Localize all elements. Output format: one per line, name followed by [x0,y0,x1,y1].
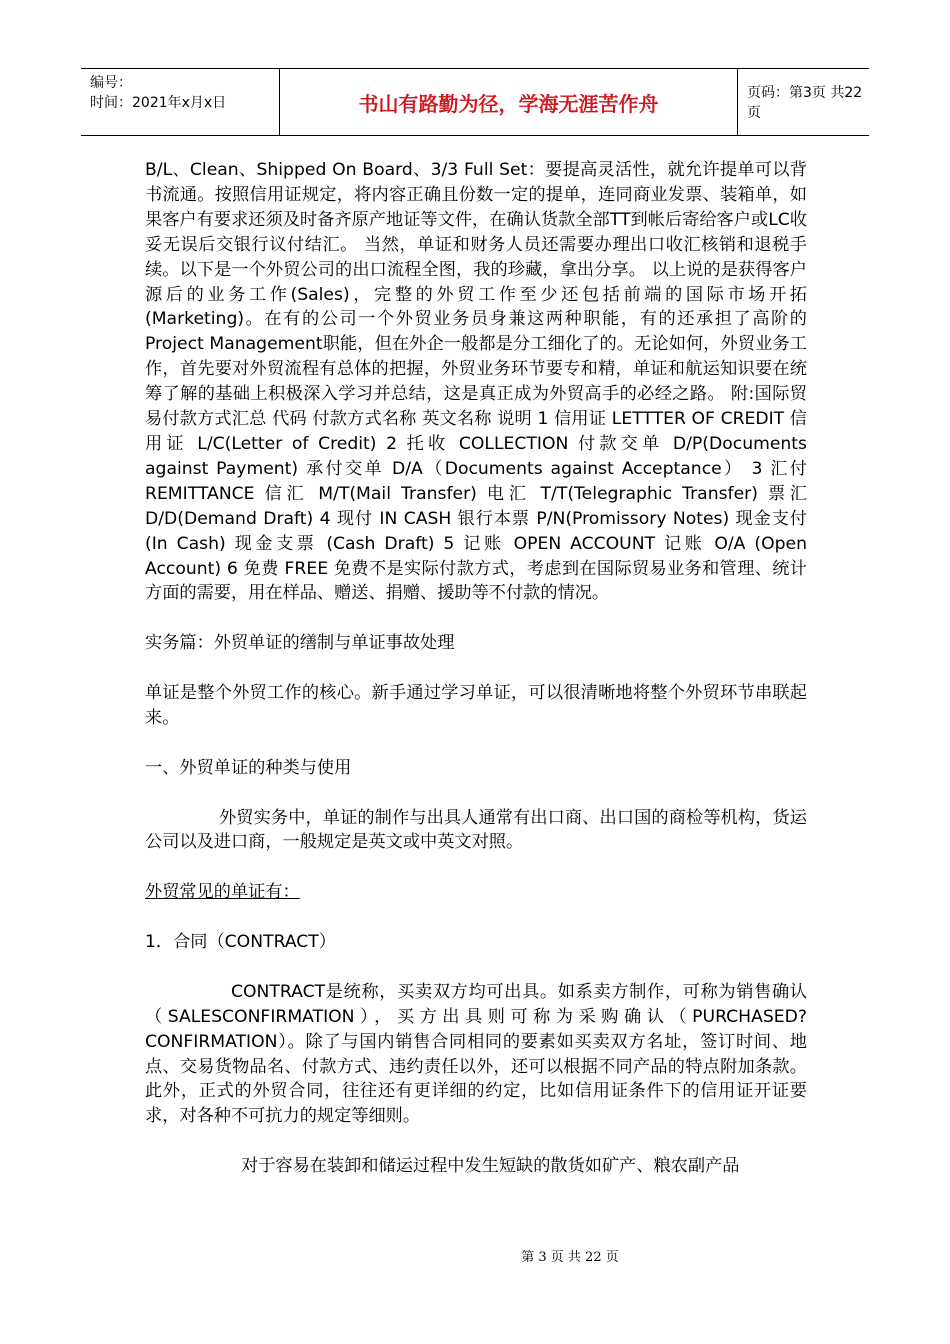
paragraph-bulk-goods: 对于容易在装卸和储运过程中发生短缺的散货如矿产、粮农副产品 [241,1156,740,1177]
header-meta-cell [81,69,280,135]
paragraph-document-issuers: 外贸实务中，单证的制作与出具人通常有出口商、出口国的商检等机构，货运公司以及进口商，一般规定是英文或中英文对照。 [145,807,807,853]
paragraph-payment-methods: B/L、Clean、Shipped On Board、3/3 Full Set：要提高灵活性，就允许提单可以背书流通。按照信用证规定，将内容正确且份数一定的提单，连同商业发票、装箱单，如果客户有要求还须及时备齐原产地证等文件，在确认货款全部TT到帐后寄给客户或LC收妥无误后交银行议付结汇。 当然，单证和财务人员还需要办理出口收汇核销和退税手续。以下是一个外贸公司的出口流程全图，我的珍藏，拿出分享。 以上说的是获得客户源后的业务工作(Sales)，完整的外贸工作至少还包括前端的国际市场开拓(Marketing)。在有的公司一个外贸业务员身兼这两种职能，有的还承担了高阶的Project Management职能，但在外企一般都是分工细化了的。无论如何，外贸业务工作，首先要对外贸流程有总体的把握，外贸业务环节要专和精，单证和航运知识要在统筹了解的基础上积极深入学习并总结，这是真正成为外贸高手的必经之路。 附:国际贸易付款方式汇总 代码 付款方式名称 英文名称 说明 1 信用证 LETTTER OF CREDIT 信用证 L/C(Letter of Credit) 2 托收 COLLECTION 付款交单 D/P(Documents against Payment) 承付交单 D/A（Documents against Acceptance） 3 汇付 REMITTANCE 信汇 M/T(Mail Transfer) 电汇 T/T(Telegraphic Transfer) 票汇 D/D(Demand Draft) 4 现付 IN CASH 银行本票 P/N(Promissory Notes) 现金支付 (In Cash) 现金支票 (Cash Draft) 5 记账 OPEN ACCOUNT 记账 O/A (Open Account) 6 免费 FREE 免费不是实际付款方式，考虑到在国际贸易业务和管理、统计方面的需要，用在样品、赠送、捐赠、援助等不付款的情况。 [145,160,807,604]
section-heading-document-types: 一、外贸单证的种类与使用 [145,757,352,778]
paragraph-contract: CONTRACT是统称，买卖双方均可出具。如系卖方制作，可称为销售确认（SALESCONFIRMATION），买方出具则可称为采购确认（PURCHASED?CONFIRMATION）。除了与国内销售合同相同的要素如买卖双方名址，签订时间、地点、交易货物品名、付款方式、违约责任以外，还可以根据不同产品的特点附加条款。此外，正式的外贸合同，往往还有更详细的约定，比如信用证条件下的信用证开证要求，对各种不可抗力的规定等细则。 [145,981,807,1127]
document-number-label: 编号： [90,75,132,91]
document-time-label: 时间：2021年x月x日 [90,95,227,111]
common-documents-label: 外贸常见的单证有： [145,882,300,903]
page-footer: 第 3 页 共 22 页 [521,1250,619,1265]
item-heading-contract: 1．合同（CONTRACT） [145,932,336,952]
document-body [145,158,807,1179]
header-page-info: 页码：第3页 共22页 [747,85,863,121]
header-motto: 书山有路勤为径，学海无涯苦作舟 [280,69,738,135]
subheading-common-documents [145,880,807,905]
section-heading-practice: 实务篇：外贸单证的缮制与单证事故处理 [145,633,455,654]
page-header [81,68,869,136]
paragraph-documents-core: 单证是整个外贸工作的核心。新手通过学习单证，可以很清晰地将整个外贸环节串联起来。 [145,683,807,728]
